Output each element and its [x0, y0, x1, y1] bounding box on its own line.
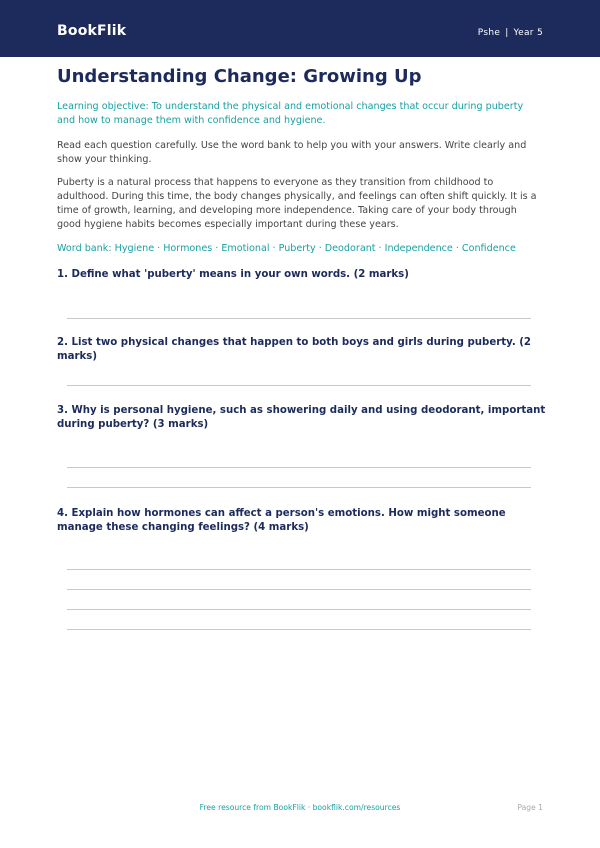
instructions: Read each question carefully. Use the word bank to help you with your answers. Write clearly and show your thinking.	[57, 140, 527, 165]
word-bank	[57, 242, 543, 256]
word-separator: ·	[157, 243, 161, 254]
subject-label: Pshe	[477, 28, 501, 38]
answer-line[interactable]	[67, 385, 531, 386]
answer-line[interactable]	[67, 569, 531, 570]
brand-name: BookFlik	[57, 23, 127, 39]
answer-line[interactable]	[67, 609, 531, 610]
word-bank-word: Emotional	[221, 243, 270, 254]
answer-line[interactable]	[67, 467, 531, 468]
page-number: Page 1	[517, 803, 543, 812]
question-3: 3. Why is personal hygiene, such as showering daily and using deodorant, important during puberty? (3 marks)	[57, 405, 546, 430]
word-bank-word: Hygiene	[114, 243, 155, 254]
word-bank-label: Word bank:	[57, 243, 112, 254]
word-separator: ·	[215, 243, 219, 254]
word-bank-word: Confidence	[461, 243, 516, 254]
word-bank-word: Puberty	[278, 243, 316, 254]
learning-objective: Learning objective: To understand the physical and emotional changes that occur during puberty and how to manage them with confidence and hygiene.	[57, 101, 524, 126]
header-bar	[0, 0, 600, 57]
worksheet-intro	[57, 66, 543, 256]
word-separator: ·	[318, 243, 322, 254]
word-separator: ·	[272, 243, 276, 254]
answer-line[interactable]	[67, 589, 531, 590]
question-2: 2. List two physical changes that happen to both boys and girls during puberty. (2 marks)	[57, 337, 532, 362]
year-label: Year 5	[513, 28, 543, 38]
word-bank-word: Independence	[384, 243, 453, 254]
answer-line[interactable]	[67, 318, 531, 319]
answer-line[interactable]	[67, 487, 531, 488]
meta-separator: |	[505, 28, 509, 38]
question-1: 1. Define what 'puberty' means in your own words. (2 marks)	[57, 269, 409, 280]
answer-line[interactable]	[67, 629, 531, 630]
word-separator: ·	[378, 243, 382, 254]
word-bank-word: Hormones	[163, 243, 213, 254]
reading-passage: Puberty is a natural process that happens to everyone as they transition from childhood to adulthood. During this time, the body changes physically, and feelings can often shift quickly. It is a time of growth, learning, and developing more independence. Taking care of your body through good hygiene habits becomes especially important during these years.	[57, 177, 537, 230]
worksheet-meta	[478, 28, 543, 38]
footer-credit: Free resource from BookFlik · bookflik.com/resources	[199, 803, 401, 812]
question-4: 4. Explain how hormones can affect a person's emotions. How might someone manage these changing feelings? (4 marks)	[57, 508, 506, 533]
page-title: Understanding Change: Growing Up	[57, 66, 422, 87]
word-bank-word: Deodorant	[324, 243, 376, 254]
word-separator: ·	[455, 243, 459, 254]
